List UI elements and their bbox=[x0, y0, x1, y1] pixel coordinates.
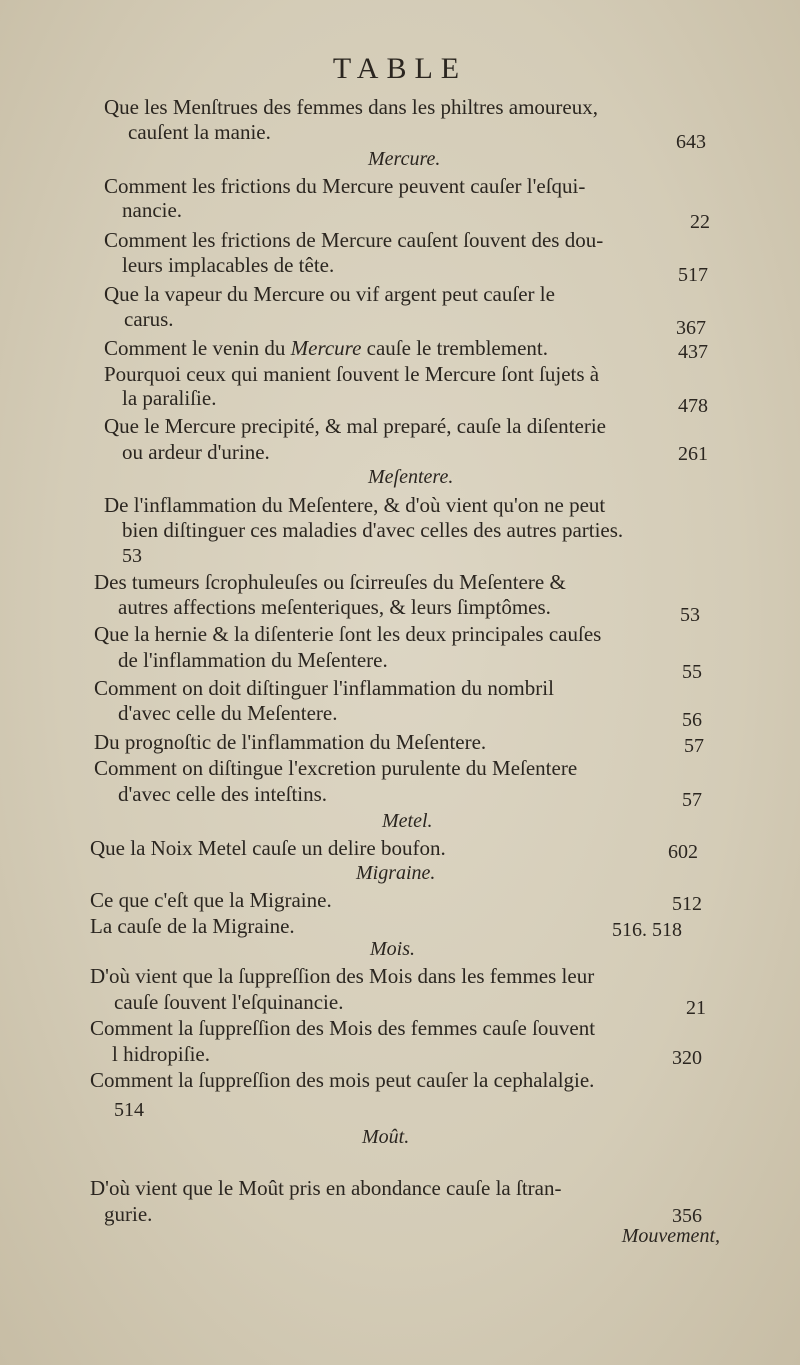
page-number: 514 bbox=[114, 1099, 144, 1121]
entry-line: D'où vient que la ſuppreſſion des Mois dans les femmes leur bbox=[90, 964, 595, 988]
section-heading: Metel. bbox=[382, 810, 433, 832]
entry-line: D'où vient que le Moût pris en abondance cauſe la ſtran- bbox=[90, 1176, 562, 1200]
page-number: 478 bbox=[678, 395, 708, 417]
entry-line: bien diſtinguer ces maladies d'avec celles des autres parties. bbox=[122, 518, 624, 542]
entry-line: Ce que c'eſt que la Migraine. bbox=[90, 888, 332, 912]
entry-line: la paraliſie. bbox=[122, 386, 217, 410]
page-number: 320 bbox=[672, 1047, 702, 1069]
entry-line: cauſe ſouvent l'eſquinancie. bbox=[114, 990, 344, 1014]
entry-line: leurs implacables de tête. bbox=[122, 253, 335, 277]
section-heading: Migraine. bbox=[356, 862, 436, 884]
entry-line: De l'inflammation du Meſentere, & d'où vient qu'on ne peut bbox=[104, 493, 606, 517]
entry-line: gurie. bbox=[104, 1202, 153, 1226]
entry-line: Comment les frictions de Mercure cauſent ſouvent des dou- bbox=[104, 228, 604, 252]
section-heading: Mercure. bbox=[368, 148, 441, 170]
entry-line bbox=[104, 336, 548, 360]
page-number: 516. 518 bbox=[612, 919, 682, 941]
page-number: 517 bbox=[678, 264, 708, 286]
section-heading: Mois. bbox=[370, 938, 415, 960]
page-header: TABLE bbox=[332, 52, 468, 85]
entry-line: Que la Noix Metel cauſe un delire boufon. bbox=[90, 836, 446, 860]
page-number: 261 bbox=[678, 443, 708, 465]
page-number: 57 bbox=[682, 789, 702, 811]
entry-line: Comment on doit diſtinguer l'inflammation du nombril bbox=[94, 676, 554, 700]
catchword: Mouvement, bbox=[621, 1225, 720, 1247]
section-heading: Moût. bbox=[362, 1126, 410, 1148]
entry-line: Comment la ſuppreſſion des Mois des femmes cauſe ſouvent bbox=[90, 1016, 596, 1040]
section-heading: Meſentere. bbox=[368, 466, 454, 488]
page-number: 356 bbox=[672, 1205, 702, 1227]
entry-text-italic: Mercure bbox=[290, 336, 362, 360]
entry-line: La cauſe de la Migraine. bbox=[90, 914, 295, 938]
page-number: 57 bbox=[684, 735, 704, 757]
page-number: 56 bbox=[682, 709, 702, 731]
entry-line: Que le Mercure precipité, & mal preparé, cauſe la diſenterie bbox=[104, 414, 606, 438]
entry-line: ou ardeur d'urine. bbox=[122, 440, 270, 464]
page-number: 22 bbox=[690, 211, 710, 233]
entry-line: Que la vapeur du Mercure ou vif argent peut cauſer le bbox=[104, 282, 555, 306]
page-number: 512 bbox=[672, 893, 702, 915]
entry-line: d'avec celle des inteſtins. bbox=[118, 782, 328, 806]
page-number: 437 bbox=[678, 341, 708, 363]
entry-line: nancie. bbox=[122, 198, 183, 222]
entry-line: autres affections meſenteriques, & leurs ſimptômes. bbox=[118, 595, 551, 619]
page-number: 53 bbox=[122, 545, 142, 567]
entry-line: Du prognoſtic de l'inflammation du Meſentere. bbox=[94, 730, 487, 754]
entry-line: Comment on diſtingue l'excretion purulente du Meſentere bbox=[94, 756, 578, 780]
page-number: 53 bbox=[680, 604, 700, 626]
entry-line: de l'inflammation du Meſentere. bbox=[118, 648, 388, 672]
entry-line: l hidropiſie. bbox=[112, 1042, 210, 1066]
entry-line: Comment la ſuppreſſion des mois peut cauſer la cephalalgie. bbox=[90, 1068, 595, 1092]
entry-text: cauſe le tremblement. bbox=[361, 336, 548, 360]
entry-line: carus. bbox=[124, 307, 174, 331]
page-number: 643 bbox=[676, 131, 706, 153]
page-number: 21 bbox=[686, 997, 706, 1019]
entry-line: Que la hernie & la diſenterie ſont les deux principales cauſes bbox=[94, 622, 602, 646]
entry-line: cauſent la manie. bbox=[128, 120, 271, 144]
page-number: 367 bbox=[676, 317, 706, 339]
entry-line: Des tumeurs ſcrophuleuſes ou ſcirreuſes du Meſentere & bbox=[94, 570, 566, 594]
entry-line: Pourquoi ceux qui manient ſouvent le Mercure ſont ſujets à bbox=[104, 362, 600, 386]
entry-line: d'avec celle du Meſentere. bbox=[118, 701, 338, 725]
page-number: 602 bbox=[668, 841, 698, 863]
entry-line: Comment les frictions du Mercure peuvent cauſer l'eſqui- bbox=[104, 174, 586, 198]
entry-line: Que les Menſtrues des femmes dans les philtres amoureux, bbox=[104, 95, 598, 119]
entry-text: Comment le venin du bbox=[104, 336, 291, 360]
page-number: 55 bbox=[682, 661, 702, 683]
